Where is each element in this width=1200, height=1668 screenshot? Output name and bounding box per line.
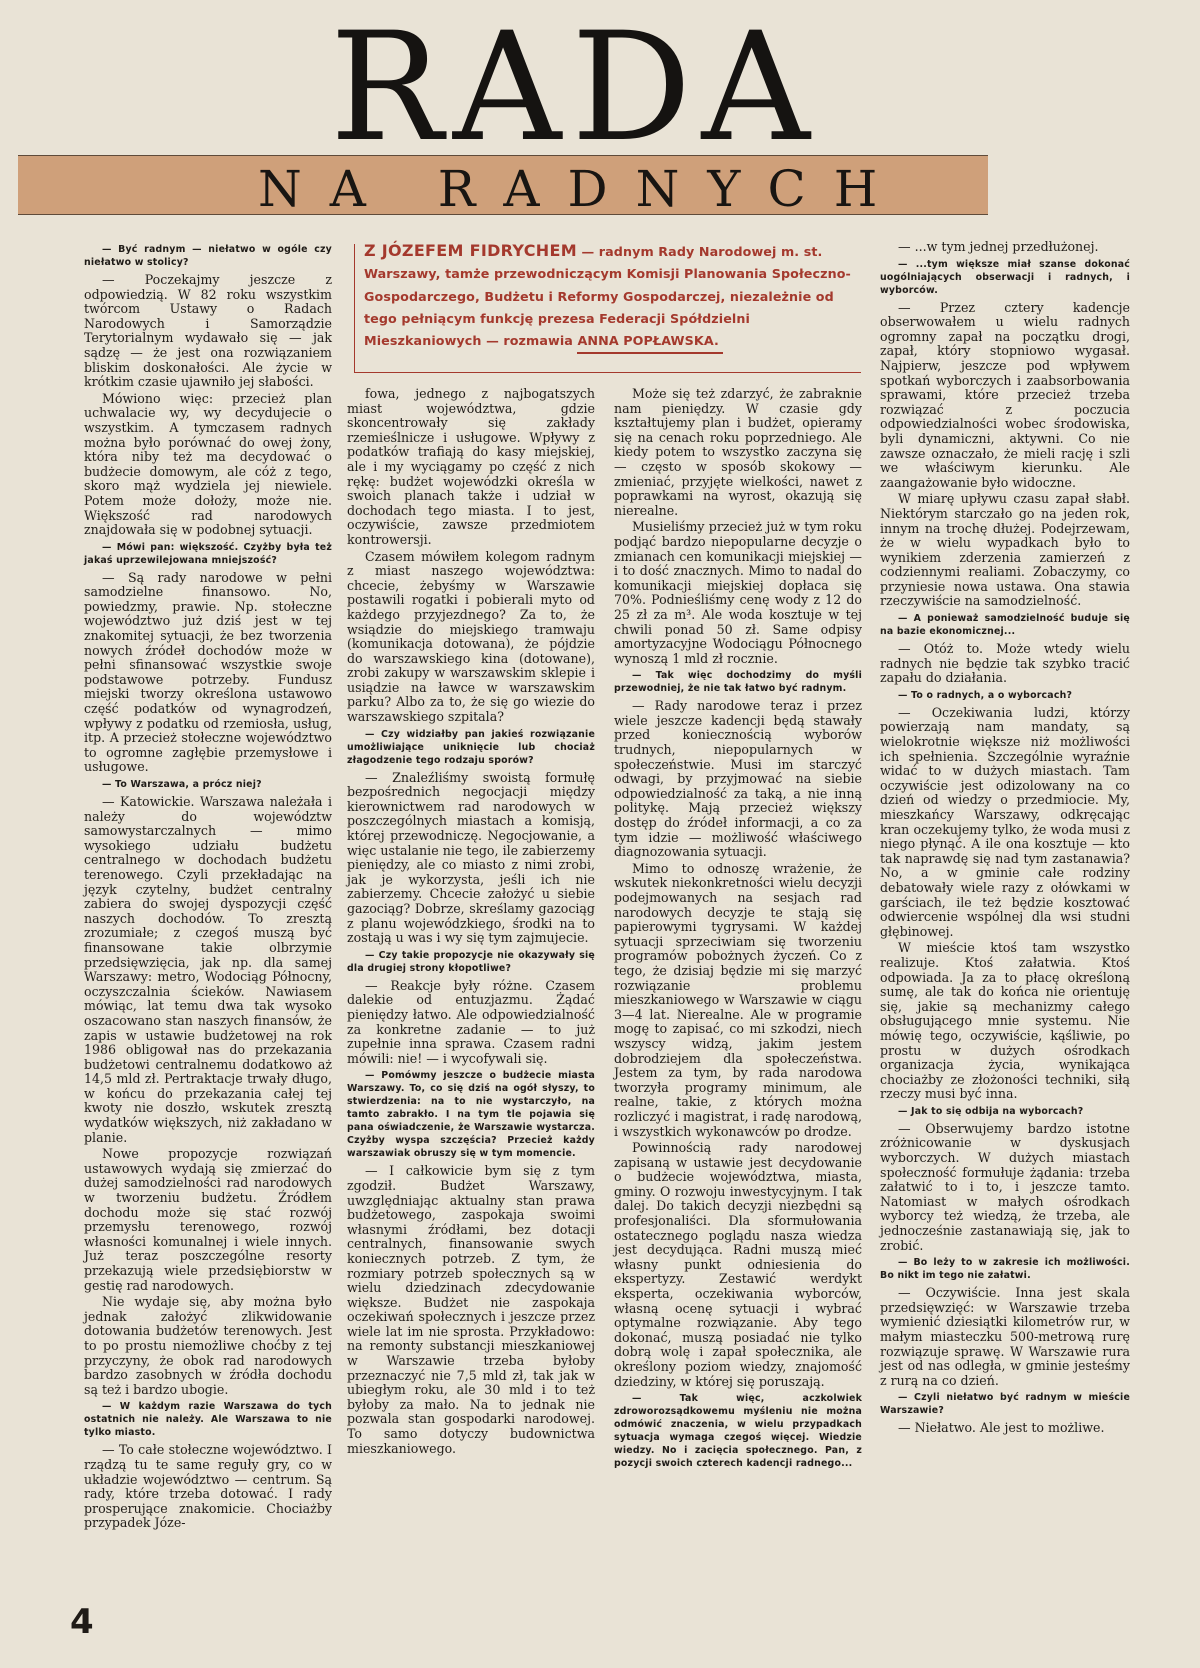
question-paragraph: — Bo leży to w zakresie ich możliwości. Bo nikt im tego nie załatwi. [880,1257,1130,1282]
answer-paragraph: — ...w tym jednej przedłużonej. [898,239,1099,254]
question-paragraph: — Mówi pan: większość. Czyżby była też jakaś uprzewilejowana mniejszość? [84,541,332,566]
question-paragraph: — Czy widziałby pan jakieś rozwiązanie umożliwiające uniknięcie lub chociaż złagodzenie tego rodzaju sporów? [347,728,595,766]
headline-subtitle: NA RADNYCH [258,160,906,218]
question-paragraph: — To o radnych, a o wyborcach? [898,689,1073,701]
answer-paragraph: — Są rady narodowe w pełni samodzielne finansowo. No, powiedzmy, prawie. Np. stołeczne województwo już dziś jest w tej znakomitej sytuacji, że bez tworzenia nowych źródeł dochodów może w pełni sfinansować wszystkie swoje podstawowe potrzeby. Fundusz miejski tworzy określona ustawowo część podatków od wynagrodzeń, wpływy z podatku od rzemiosła, usług, itp. A przecież stołeczne województwo to ogromne zagłębie przemysłowe i usługowe. [84,569,332,775]
column-1 [84,240,332,1533]
question-paragraph: — Tak więc dochodzimy do myśli przewodniej, że nie tak łatwo być radnym. [614,670,862,695]
answer-paragraph: Czasem mówiłem kolegom radnym z miast naszego województwa: chcecie, żebyśmy w Warszawie postawili rogatki i pobierali myto od każdego przyjezdnego? Za to, że wsiądzie do miejskiego tramwaju (komunikacja dotowana), że pójdzie do warszawskiego kina (dotowane), zrobi zakupy w warszawskim sklepie i usiądzie na ławce w warszawskim parku? Albo za to, że się go wiezie do warszawskiego szpitala? [347,548,595,725]
answer-paragraph: — Niełatwo. Ale jest to możliwe. [898,1420,1105,1436]
intro-box [364,240,862,354]
answer-paragraph: Może się też zdarzyć, że zabraknie nam pieniędzy. W czasie gdy kształtujemy plan i budżet, opieramy się na cenach roku poprzedniego. Ale kiedy potem to wszystko zaczyna się — często w sposób skokowy — zmieniać, przyjęte wielkości, nawet z poprawkami na wyrost, okazują się nierealne. [614,386,862,518]
answer-paragraph: — Reakcje były różne. Czasem dalekie od entuzjazmu. Żądać pieniędzy łatwo. Ale odpowiedzialność za konkretne zadanie — to już zupełnie inna sprawa. Czasem radni mówili: nie! — i wycofywali się. [347,977,595,1066]
answer-paragraph: — Oczywiście. Inna jest skala przedsięwzięć: w Warszawie trzeba wymienić dziesiątki kilometrów rur, w małym miasteczku 500-metrową rurę rozwiązuje sprawę. W Warszawie rura jest od nas odległa, w gminie jesteśmy z rurą na co dzień. [880,1285,1130,1388]
answer-paragraph: Mówiono więc: przecież plan uchwalacie wy, wy decydujecie o wszystkim. A tymczasem radnych można było porównać do owej żony, która niby też ma decydować o budżecie domowym, ale cóż z tego, skoro mąż wydziela jej niewiele. Potem może dołoży, może nie. Większość rad narodowych znajdowała się w podobnej sytuacji. [84,390,332,538]
answer-paragraph: Mimo to odnoszę wrażenie, że wskutek niekonkretności wielu decyzji podejmowanych na sesjach rad narodowych decyzje te stają się papierowymi tygrysami. W każdej sytuacji sprzeciwiam się tworzeniu programów pobożnych życzeń. Co z tego, że dzisiaj będzie mi się marzyć rozwiązanie problemu mieszkaniowego w Warszawie w ciągu 3—4 lat. Nierealne. Ale w programie mogę to zapisać, co mi szkodzi, niech wszyscy widzą, jakim jestem dobrodziejem dla społeczeństwa. Jestem za tym, by rada narodowa tworzyła programy minimum, ale realne, takie, z których można rozliczyć i magistrat, i radę narodową, i wszystkich wykonawców po drodze. [614,860,862,1139]
answer-paragraph: Musieliśmy przecież już w tym roku podjąć bardzo niepopularne decyzje o zmianach cen komunikacji miejskiej — i to dość znacznych. Mimo to nadal do komunikacji miejskiej dopłaca się 70%. Podnieśliśmy cenę wody z 12 do 25 zł za m³. Ale woda kosztuje w tej chwili ponad 50 zł. Same odpisy amortyzacyjne Wodociągu Północnego wynoszą 1 mld zł rocznie. [614,519,862,666]
answer-paragraph: — Oczekiwania ludzi, którzy powierzają nam mandaty, są wielokrotnie większe niż możliwości ich spełnienia. Szczególnie wyraźnie widać to w dużych miastach. Tam oczywiście jest odizolowany na co dzień od wiedzy o przedmiocie. My, mieszkańcy Warszawy, odkręcając kran oczekujemy tylko, że woda musi z niego płynąć. A ile ona kosztuje — kto tak naprawdę się nad tym zastanawia? No, a w gminie całe rodziny debatowały wiele razy z ołówkami w garściach, ile też będzie kosztować odwiercenie wspólnej dla wsi studni głębinowej. [880,704,1130,939]
column-4 [880,240,1130,1438]
masthead [0,0,1200,230]
answer-paragraph: Nowe propozycje rozwiązań ustawowych wydają się zmierzać do dużej samodzielności rad narodowych w tworzeniu budżetu. Źródłem dochodu może się stać rozwój przemysłu terenowego, rozwój własności komunalnej i wiele innych. Już teraz poszczególne resorty przekazują wiele przedsiębiorstw w gestię rad narodowych. [84,1146,332,1293]
article-body [0,240,1200,1668]
question-paragraph: — Pomówmy jeszcze o budżecie miasta Warszawy. To, co się dziś na ogół słyszy, to stwierdzenia: na to nie wystarczyło, na tamto zabrakło. I na tym tle pojawia się pana oświadczenie, że Warszawie wystarcza. Czyżby wyspa szczęścia? Przecież każdy warszawiak obruszy się w tym momencie. [347,1070,595,1160]
intro-text: — radnym Rady Narodowej m. st. Warszawy, tamże przewodniczącym Komisji Planowania Społeczno-Gospodarczego, Budżetu i Reformy Gospodarczej, niezależnie od tego pełniącym funkcję prezesa Federacji Spółdzielni Mieszkaniowych — rozmawia [364,244,851,349]
answer-paragraph: Nie wydaje się, aby można było jednak założyć zlikwidowanie dotowania budżetów terenowych. Jest to po prostu niemożliwe choćby z tej przyczyny, że obok rad narodowych bardzo zasobnych w źródła dochodu są też i bardzo ubogie. [84,1294,332,1397]
answer-paragraph: — Otóż to. Może wtedy wielu radnych nie będzie tak szybko tracić zapału do działania. [880,641,1130,686]
answer-paragraph: — Obserwujemy bardzo istotne zróżnicowanie w dyskusjach wyborczych. W dużych miastach społeczność formułuje żądania: trzeba załatwić to i to, i jeszcze tamto. Natomiast w małych ośrodkach wyborcy też wiedzą, że trzeba, ale jednocześnie zastanawiają się, jak to zrobić. [880,1120,1130,1253]
question-paragraph: — Czy takie propozycje nie okazywały się dla drugiej strony kłopotliwe? [347,949,595,974]
answer-paragraph: — Rady narodowe teraz i przez wiele jeszcze kadencji będą stawały przed koniecznością wyborów trudnych, niepopularnych w społeczeństwie. Musi im starczyć odwagi, by przyjmować na siebie odpowiedzialność za taką, a nie inną politykę. Mają przecież większy dostęp do źródeł informacji, a co za tym idzie — możliwość właściwego diagnozowania sytuacji. [614,698,862,860]
answer-paragraph: — To całe stołeczne województwo. I rządzą tu te same reguły gry, co w układzie województwo — centrum. Są rady, które trzeba dotować. I rady prosperujące znakomicie. Chociażby przypadek Józe- [84,1442,332,1531]
column-3 [614,387,862,1474]
question-paragraph: — Czyli niełatwo być radnym w mieście Warszawie? [880,1392,1130,1417]
answer-paragraph: — Poczekajmy jeszcze z odpowiedzią. W 82 roku wszystkim twórcom Ustawy o Radach Narodowych i Samorządzie Terytorialnym wydawało się — jak sądzę — że jest ona rozwiązaniem bliskim doskonałości. Ale życie w krótkim czasie ujawniło jej słabości. [84,272,332,390]
answer-paragraph: W miarę upływu czasu zapał słabł. Niektórym starczało go na jeden rok, innym na trochę dłużej. Podejrzewam, że w wielu wypadkach było to wynikiem zderzenia zamierzeń z codziennymi realiami. Zobaczymy, co przyniesie nowa ustawa. Ona stawia rzeczywiście na samodzielność. [880,491,1130,609]
answer-paragraph: — I całkowicie bym się z tym zgodził. Budżet Warszawy, uwzględniając aktualny stan prawa budżetowego, zaspokaja swoimi własnymi źródłami, bez dotacji centralnych, finansowanie swych koniecznych potrzeb. Z tym, że rozmiary potrzeb społecznych są w wielu dziedzinach zdecydowanie większe. Budżet nie zaspokaja oczekiwań społecznych i jeszcze przez wiele lat im nie sprosta. Przykładowo: na remonty substancji mieszkaniowej w Warszawie trzeba byłoby przeznaczyć nie 7,5 mld zł, tak jak w ubiegłym roku, ale 30 mld i to też byłoby za mało. Na to jednak nie pozwala stan gospodarki narodowej. To samo dotyczy budownictwa mieszkaniowego. [347,1163,595,1456]
intro-author: ANNA POPŁAWSKA. [577,330,722,354]
page-number: 4 [70,1602,94,1642]
question-paragraph: — Tak więc, aczkolwiek zdroworozsądkowemu myśleniu nie można odmówić znaczenia, w wielu przypadkach sytuacja wymaga czegoś więcej. Wiedzie wiedzy. No i zacięcia społecznego. Pan, z pozycji swoich czterech kadencji radnego... [614,1393,862,1470]
question-paragraph: — Być radnym — niełatwo w ogóle czy niełatwo w stolicy? [84,244,332,268]
question-paragraph: — ...tym większe miał szanse dokonać uogólniających obserwacji i radnych, i wyborców. [880,258,1130,296]
question-paragraph: — A ponieważ samodzielność buduje się na bazie ekonomicznej... [880,613,1130,638]
intro-lead: Z JÓZEFEM FIDRYCHEM [364,241,577,260]
question-paragraph: — W każdym razie Warszawa do tych ostatnich nie należy. Ale Warszawa to nie tylko miasto. [84,1401,332,1439]
answer-paragraph: — Znaleźliśmy swoistą formułę bezpośrednich negocjacji między kierownictwem rad narodowych w poszczególnych miastach a komisją, której przewodniczę. Negocjowanie, a więc ustalanie nie tego, ile zabierzemy pieniędzy, ale co miasto z nimi zrobi, jak je wykorzysta, jeśli ich nie zabierzemy. Chcecie założyć u siebie gazociąg? Dobrze, skreślamy gazociąg z planu wojewódzkiego, środki na to zostają u was i wy się tym zajmujecie. [347,769,595,946]
answer-paragraph: fowa, jednego z najbogatszych miast województwa, gdzie skoncentrowały się zakłady rzemieślnicze i usługowe. Wpływy z podatków trafiają do kasy miejskiej, ale i my wyciągamy po część z nich rękę: budżet wojewódzki określa w swoich planach także i udział w dochodach tego miasta. I to jest, oczywiście, zawsze przedmiotem kontrowersji. [347,386,595,547]
answer-paragraph: W mieście ktoś tam wszystko realizuje. Ktoś załatwia. Ktoś odpowiada. Ja za to płacę określoną sumę, ale tak do końca nie orientuję się, jakie są mechanizmy całego obsługującego mnie systemu. Nie mówię tego, oczywiście, kąśliwie, po prostu w dużych ośrodkach organizacja życia, wynikająca chociażby ze złożoności techniki, siłą rzeczy musi być inna. [880,940,1130,1102]
answer-paragraph: — Katowickie. Warszawa należała i należy do województw samowystarczalnych — mimo wysokiego udziału budżetu centralnego w dochodach budżetu terenowego. Czyli przekładając na język czytelny, budżet centralny zabiera do swojej dyspozycji część naszych dochodów. To zresztą zrozumiałe; z czegoś muszą być finansowane takie olbrzymie przedsięwzięcia, jak np. dla samej Warszawy: metro, Wodociąg Północny, oczyszczalnia ścieków. Nawiasem mówiąc, lat temu dwa tak wysoko oszacowano stan naszych finansów, że zapis w ustawie budżetowej na rok 1986 obligował nas do przekazania budżetowi centralnemu dodatkowo aż 14,5 mld zł. Pertraktacje trwały długo, w końcu do przekazania całej tej kwoty nie doszło, wskutek zresztą wydatków większych, niż zakładano w planie. [84,794,332,1145]
question-paragraph: — Jak to się odbija na wyborcach? [898,1105,1084,1117]
answer-paragraph: — Przez cztery kadencje obserwowałem u wielu radnych ogromny zapał na początku drogi, zapał, który stopniowo wygasał. Najpierw, jeszcze pod wpływem spotkań wyborczych i zaabsorbowania sprawami, które przecież trzeba rozwiązać z poczucia odpowiedzialności wobec środowiska, byli dynamiczni, aktywni. Co nie zawsze oznaczało, że mieli rację i szli we właściwym kierunku. Ale zaangażowanie było widoczne. [880,299,1130,490]
headline-title: RADA [330,1,820,175]
column-2 [347,387,595,1458]
question-paragraph: — To Warszawa, a prócz niej? [102,779,262,790]
answer-paragraph: Powinnością rady narodowej zapisaną w ustawie jest decydowanie o budżecie województwa, miasta, gminy. O rozwoju inwestycyjnym. I tak dalej. Do takich decyzji niezbędni są profesjonaliści. Dla sformułowania ostatecznego poglądu nasza wiedza jest decydująca. Radni muszą mieć własny punkt odniesienia do ekspertyzy. Zestawić werdykt eksperta, oczekiwania wyborców, własną ocenę sytuacji i wybrać optymalne rozwiązanie. Aby tego dokonać, muszą posiadać nie tylko dobrą wolę i zapał społecznika, ale określony poziom wiedzy, znajomość dziedziny, w której się poruszają. [614,1140,862,1389]
